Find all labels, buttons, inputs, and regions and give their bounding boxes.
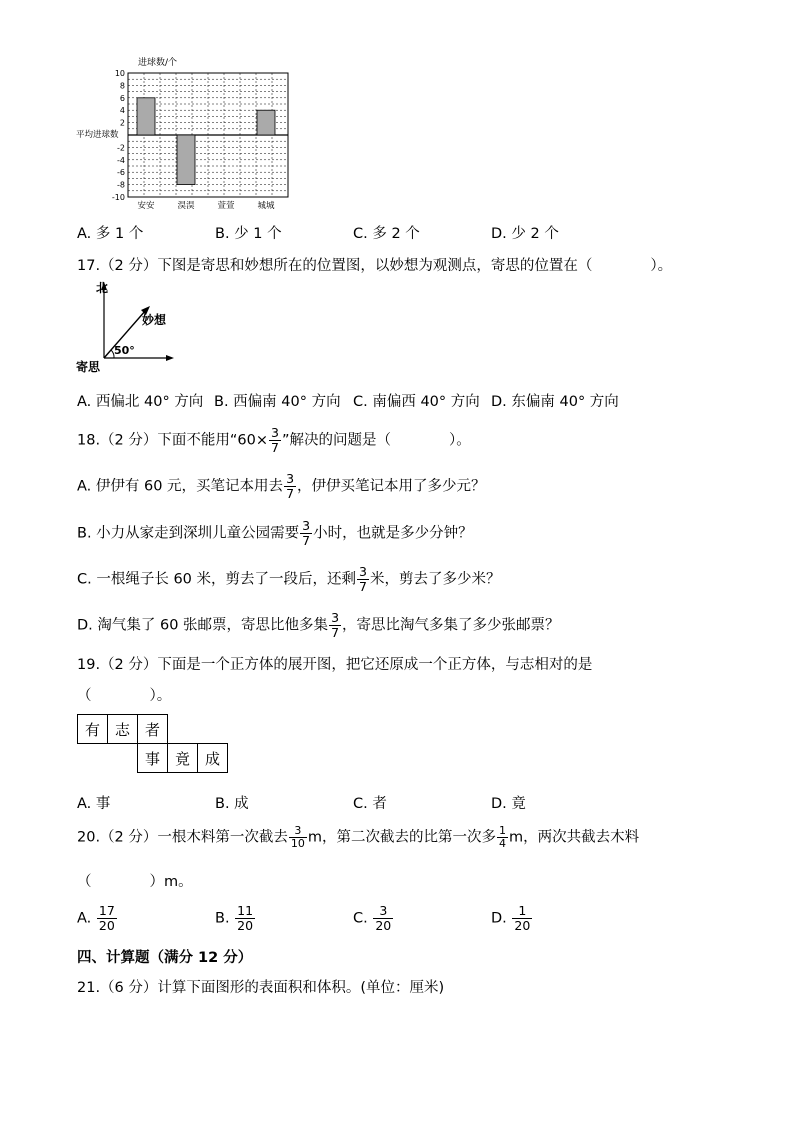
q20-option-d[interactable] (491, 904, 533, 933)
x-category-label: 萱萱 (217, 201, 235, 211)
q17-option-d[interactable]: D. 东偏南 40° 方向 (491, 394, 619, 410)
fraction-numerator: 3 (302, 518, 311, 533)
y-tick-label: -8 (117, 180, 125, 190)
y-tick-label: 10 (114, 69, 125, 78)
north-label: 北 (96, 281, 109, 295)
q20-blank: （ ）m。 (77, 874, 193, 890)
q18-stem-post: ”解决的问题是（ ）。 (281, 432, 471, 449)
net-cell: 有 (78, 715, 108, 744)
net-cell: 事 (138, 744, 168, 773)
q18-b-post: 小时，也就是多少分钟？ (313, 525, 473, 542)
cube-net (77, 714, 228, 773)
fraction-denominator: 20 (514, 918, 531, 933)
chart-categories (137, 200, 275, 211)
chart-ylabel: 进球数/个 (138, 58, 178, 68)
q20-stem-mid: m，第二次截去的比第一次多 (307, 829, 497, 846)
fraction-numerator: 3 (271, 425, 279, 440)
q21-stem: 21.（6 分）计算下面图形的表面积和体积。(单位：厘米) (77, 980, 445, 996)
bar (257, 110, 275, 135)
option-fraction (97, 904, 117, 933)
q18-b-fraction (300, 519, 312, 548)
fraction-denominator: 7 (331, 625, 340, 640)
q16-option-d[interactable]: D. 少 2 个 (491, 226, 559, 242)
q18-stem (77, 426, 471, 455)
fraction-denominator: 4 (499, 837, 507, 850)
q18-c-fraction (357, 565, 369, 594)
q19-stem: 19.（2 分）下面是一个正方体的展开图，把它还原成一个正方体，与志相对的是 (77, 657, 593, 673)
option-label: C. (353, 910, 368, 927)
origin-label: 寄思 (76, 360, 101, 374)
y-tick-label: -10 (111, 193, 125, 202)
q18-c-post: 米，剪去了多少米？ (369, 571, 501, 588)
q19-option-a[interactable]: A. 事 (77, 796, 111, 812)
q20-option-b[interactable] (215, 904, 256, 933)
fraction-denominator: 7 (286, 486, 295, 501)
q19-option-b[interactable]: B. 成 (215, 796, 249, 812)
fraction-denominator: 20 (237, 918, 254, 933)
fraction-numerator: 3 (331, 610, 340, 625)
y-tick-label: 2 (119, 118, 125, 128)
y-tick-label: 6 (119, 93, 125, 103)
target-label: 妙想 (142, 313, 167, 327)
fraction-numerator: 3 (373, 904, 393, 919)
q19-blank: （ ）。 (77, 688, 172, 704)
q19-option-c[interactable]: C. 者 (353, 796, 387, 812)
x-category-label: 安安 (137, 201, 155, 211)
q18-option-b[interactable] (77, 519, 473, 548)
x-category-label: 城城 (257, 201, 275, 211)
bar (137, 98, 155, 135)
q19-option-d[interactable]: D. 竟 (491, 796, 526, 812)
y-tick-label: -2 (117, 143, 125, 153)
position-diagram (74, 278, 184, 376)
y-tick-label: -6 (117, 168, 125, 178)
option-label: B. (215, 910, 230, 927)
y-tick-label: 4 (119, 106, 125, 116)
q18-stem-fraction (269, 426, 281, 455)
q16-option-b[interactable]: B. 少 1 个 (215, 226, 282, 242)
x-category-label: 淏淏 (177, 201, 195, 211)
q17-stem: 17.（2 分）下图是寄思和妙想所在的位置图，以妙想为观测点，寄思的位置在（ ）。 (77, 258, 673, 274)
q18-a-pre: A. 伊伊有 60 元，买笔记本用去 (77, 478, 284, 495)
chart-baseline-label: 平均进球数 (76, 130, 119, 140)
q18-option-a[interactable] (77, 472, 486, 501)
fraction-denominator: 20 (375, 918, 392, 933)
q18-c-pre: C. 一根绳子长 60 米，剪去了一段后，还剩 (77, 571, 357, 588)
y-tick-label: 8 (119, 81, 125, 91)
fraction-numerator: 3 (289, 825, 307, 838)
fraction-denominator: 7 (359, 579, 367, 594)
net-cell: 者 (138, 715, 168, 744)
bar (177, 135, 195, 185)
option-fraction (512, 904, 532, 933)
q17-option-b[interactable]: B. 西偏南 40° 方向 (214, 394, 341, 410)
fraction-numerator: 3 (359, 564, 367, 579)
q20-fraction-2 (497, 825, 508, 850)
fraction-numerator: 3 (286, 471, 295, 486)
q18-d-fraction (329, 611, 341, 640)
net-cell: 志 (108, 715, 138, 744)
option-fraction (373, 904, 393, 933)
q16-option-c[interactable]: C. 多 2 个 (353, 226, 420, 242)
q18-a-post: ，伊伊买笔记本用了多少元？ (297, 478, 486, 495)
fraction-numerator: 11 (237, 903, 254, 918)
fraction-denominator: 20 (98, 918, 115, 933)
q17-option-a[interactable]: A. 西偏北 40° 方向 (77, 394, 204, 410)
q20-option-c[interactable] (353, 904, 394, 933)
q20-stem-post: m，两次共截去木料 (509, 829, 640, 846)
q18-option-d[interactable] (77, 611, 560, 640)
option-fraction (235, 904, 255, 933)
angle-label: 50° (114, 344, 135, 357)
section-heading: 四、计算题（满分 12 分） (77, 950, 253, 966)
q18-stem-pre: 18.（2 分）下面不能用“60× (77, 432, 269, 449)
q18-d-post: ，寄思比淘气多集了多少张邮票？ (342, 617, 560, 634)
net-cell: 竟 (168, 744, 198, 773)
q20-stem (77, 825, 639, 850)
q18-a-fraction (284, 472, 296, 501)
fraction-numerator: 1 (512, 904, 532, 919)
fraction-numerator: 17 (98, 903, 115, 918)
q20-fraction-1 (289, 825, 307, 850)
net-cell: 成 (198, 744, 228, 773)
q18-b-pre: B. 小力从家走到深圳儿童公园需要 (77, 525, 300, 542)
q18-option-c[interactable] (77, 565, 500, 594)
option-label: A. (77, 910, 92, 927)
q17-option-c[interactable]: C. 南偏西 40° 方向 (353, 394, 480, 410)
fraction-numerator: 1 (499, 824, 507, 837)
q16-option-a[interactable]: A. 多 1 个 (77, 226, 144, 242)
fraction-denominator: 7 (271, 440, 279, 455)
q18-d-pre: D. 淘气集了 60 张邮票，寄思比他多集 (77, 617, 329, 634)
option-label: D. (491, 910, 507, 927)
y-tick-label: -4 (117, 155, 125, 165)
q20-stem-pre: 20.（2 分）一根木料第一次截去 (77, 829, 288, 846)
q20-option-a[interactable] (77, 904, 118, 933)
fraction-denominator: 10 (290, 837, 305, 850)
fraction-denominator: 7 (302, 533, 311, 548)
goal-difference-chart (74, 56, 304, 216)
